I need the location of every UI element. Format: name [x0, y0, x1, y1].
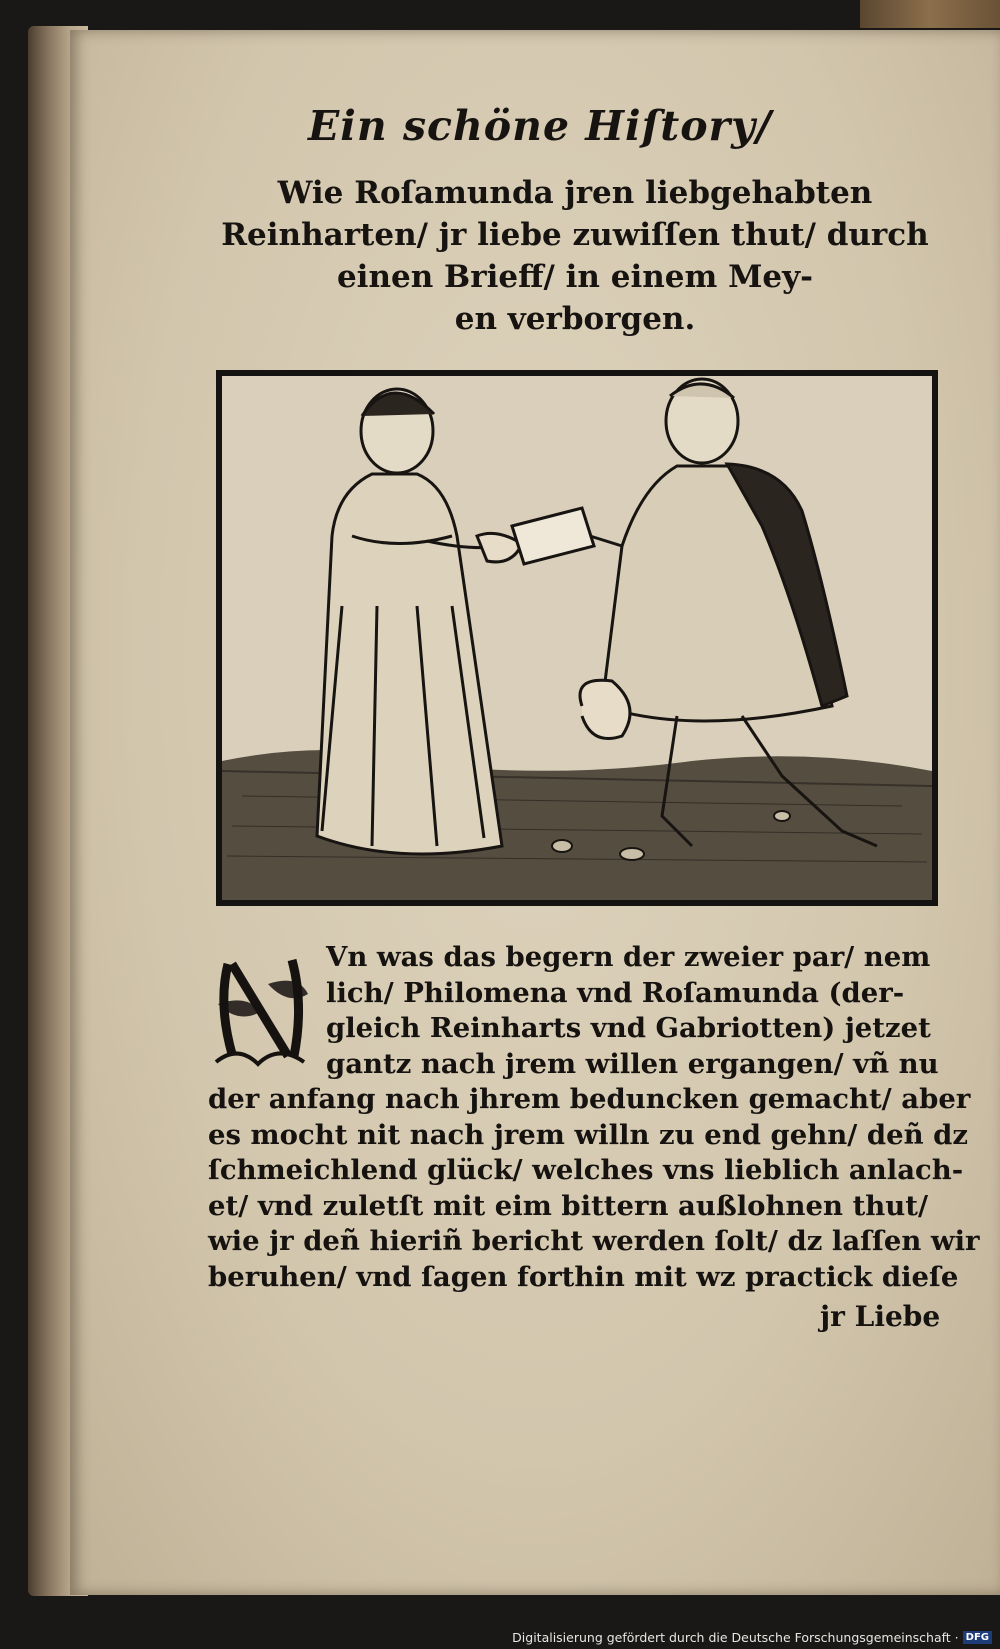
body-line: wie jr deñ hieriñ bericht werden ſolt/ dz laſſen wir [208, 1225, 980, 1257]
title-line: en verborgen. [454, 301, 696, 337]
page-heading: Ein schöne Hiſtory/ [308, 102, 772, 150]
body-line: et/ vnd zuletſt mit eim bittern außlohnen thut/ [208, 1189, 929, 1222]
chapter-title [200, 172, 950, 340]
book-corner [860, 0, 1000, 28]
body-line: gleich Reinharts vnd Gabriotten) jetzet [326, 1012, 931, 1044]
digitization-footer [512, 1630, 992, 1645]
body-line: Vn was das begern der zweier par/ nem [326, 941, 931, 973]
body-line: es mocht nit nach jrem willn zu end gehn/ deñ dz [208, 1118, 968, 1151]
body-paragraph [208, 940, 980, 1295]
footer-text: Digitalisierung gefördert durch die Deutsche Forschungsgemeinschaft · [512, 1630, 959, 1645]
body-line: lich/ Philomena vnd Roſamunda (der- [326, 976, 905, 1009]
title-line: Wie Roſamunda jren liebgehabten [277, 175, 873, 211]
body-line: der anfang nach jhrem beduncken gemacht/ aber [208, 1083, 971, 1115]
dfg-logo: DFG [963, 1631, 992, 1644]
catchword: jr Liebe [820, 1300, 941, 1333]
svg-text:N: N [262, 1042, 264, 1043]
body-line: gantz nach jrem willen ergangen/ vñ nu [326, 1047, 939, 1080]
decorated-initial-n [208, 944, 318, 1074]
title-line: Reinharten/ jr liebe zuwiſſen thut/ durch [221, 217, 929, 253]
body-line: beruhen/ vnd ſagen forthin mit wz practick dieſe [208, 1260, 959, 1293]
woodcut-drawing [222, 376, 932, 900]
body-line: ſchmeichlend glück/ welches vns lieblich anlach- [208, 1154, 964, 1186]
woodcut-illustration [216, 370, 938, 906]
title-line: einen Brieff/ in einem Mey- [336, 259, 814, 295]
